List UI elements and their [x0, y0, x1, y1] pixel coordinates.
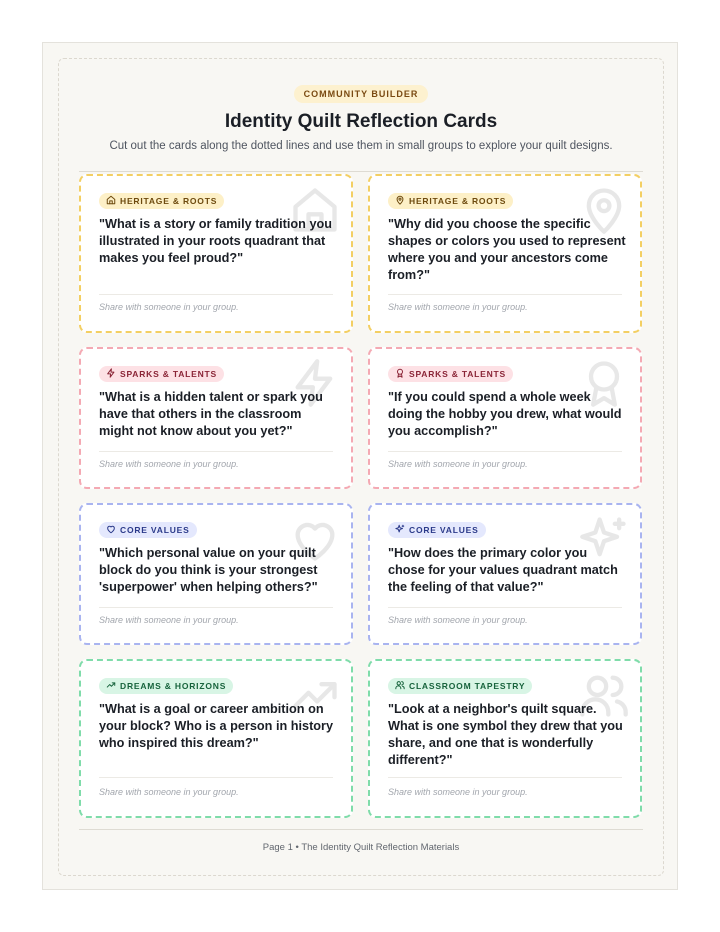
- reflection-card: [79, 659, 353, 818]
- share-prompt: Share with someone in your group.: [388, 615, 528, 625]
- page-footer: Page 1 • The Identity Quilt Reflection Materials: [262, 842, 460, 853]
- trending-up-icon: [106, 680, 116, 692]
- share-prompt: Share with someone in your group.: [388, 459, 528, 469]
- share-prompt: Share with someone in your group.: [388, 787, 528, 797]
- card-divider: [99, 607, 333, 608]
- share-prompt: Share with someone in your group.: [99, 302, 239, 312]
- heart-icon: [106, 524, 116, 536]
- question-text: "What is a hidden talent or spark you have that others in the classroom might not know about you yet?": [99, 390, 323, 438]
- share-prompt: Share with someone in your group.: [99, 787, 239, 797]
- header-divider: [79, 171, 643, 172]
- reflection-card: [368, 174, 642, 333]
- question-text: "Why did you choose the specific shapes or colors you used to represent where you and your ancestors come from?": [388, 217, 626, 282]
- card-divider: [99, 294, 333, 295]
- card-divider: [388, 607, 622, 608]
- question-text: "If you could spend a whole week doing the hobby you drew, what would you accomplish?": [388, 390, 622, 438]
- reflection-card: [79, 503, 353, 645]
- category-label: SPARKS & TALENTS: [409, 369, 507, 379]
- category-badge: [388, 522, 486, 538]
- page-title: Identity Quilt Reflection Cards: [224, 111, 498, 132]
- category-badge: [388, 193, 513, 209]
- category-label: HERITAGE & ROOTS: [409, 196, 507, 206]
- category-label: CORE VALUES: [409, 525, 479, 535]
- card-divider: [388, 777, 622, 778]
- question-text: "Which personal value on your quilt block do you think is your strongest 'superpower' when helping others?": [99, 546, 318, 594]
- sparkles-icon: [395, 524, 405, 536]
- category-badge: [99, 193, 224, 209]
- reflection-card: [368, 503, 642, 645]
- page-border: [58, 58, 664, 876]
- lightning-icon: [106, 368, 116, 380]
- reflection-card: [79, 174, 353, 333]
- category-label: CORE VALUES: [120, 525, 190, 535]
- category-badge: [99, 366, 224, 382]
- reflection-card: [368, 659, 642, 818]
- award-icon: [395, 368, 405, 380]
- card-divider: [388, 294, 622, 295]
- category-label: SPARKS & TALENTS: [120, 369, 218, 379]
- house-icon: [106, 195, 116, 207]
- share-prompt: Share with someone in your group.: [99, 459, 239, 469]
- category-label: HERITAGE & ROOTS: [120, 196, 218, 206]
- card-divider: [388, 451, 622, 452]
- question-text: "How does the primary color you chose for your values quadrant match the feeling of that value?": [388, 546, 618, 594]
- category-label: CLASSROOM TAPESTRY: [409, 681, 526, 691]
- category-badge: [99, 522, 197, 538]
- users-icon: [395, 680, 405, 692]
- category-badge: [388, 366, 513, 382]
- reflection-card: [368, 347, 642, 489]
- worksheet-page: [42, 42, 678, 890]
- share-prompt: Share with someone in your group.: [388, 302, 528, 312]
- question-text: "Look at a neighbor's quilt square. What is one symbol they drew that you share, and one that is wonderfully different?": [388, 702, 623, 767]
- page-subtitle: Cut out the cards along the dotted lines and use them in small groups to explore your quilt designs.: [109, 140, 613, 152]
- eyebrow-badge: COMMUNITY BUILDER: [294, 85, 429, 103]
- category-badge: [99, 678, 233, 694]
- footer-divider: [79, 829, 643, 830]
- share-prompt: Share with someone in your group.: [99, 615, 239, 625]
- card-divider: [99, 451, 333, 452]
- question-text: "What is a story or family tradition you illustrated in your roots quadrant that makes you feel proud?": [99, 217, 333, 265]
- map-pin-icon: [395, 195, 405, 207]
- card-divider: [99, 777, 333, 778]
- reflection-card: [79, 347, 353, 489]
- question-text: "What is a goal or career ambition on your block? Who is a person in history who inspired this dream?": [99, 702, 334, 750]
- category-badge: [388, 678, 532, 694]
- category-label: DREAMS & HORIZONS: [120, 681, 227, 691]
- page-header: [59, 84, 663, 152]
